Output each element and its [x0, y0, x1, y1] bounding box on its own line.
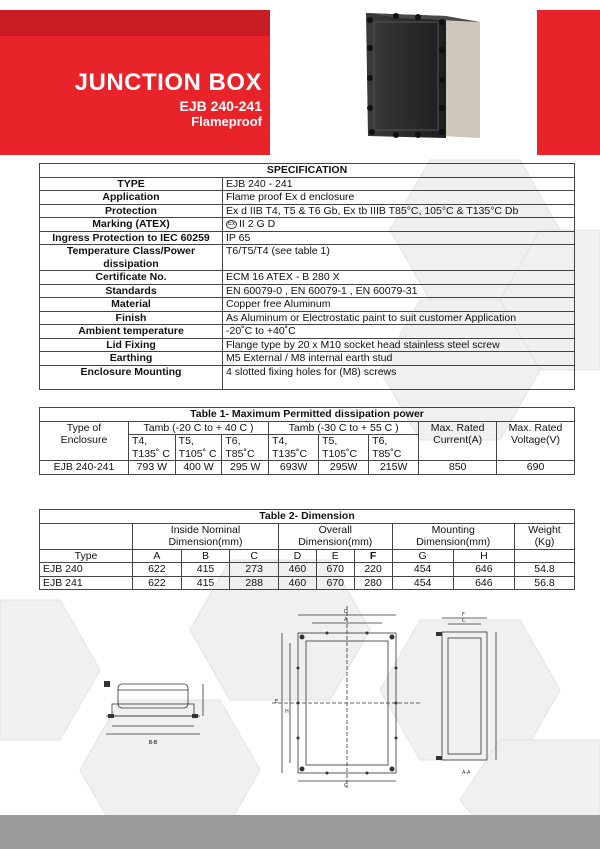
product-type: Flameproof: [191, 114, 262, 129]
dim-label-f: F: [462, 612, 465, 618]
table1-cell: 400 W: [175, 461, 222, 475]
table2-cell: 622: [133, 576, 182, 590]
spec-key: Enclosure Mounting: [40, 365, 223, 389]
table-row: [40, 177, 575, 191]
spec-value: M5 External / M8 internal earth stud: [223, 352, 575, 366]
spec-key: Application: [40, 191, 223, 205]
spec-key: Earthing: [40, 352, 223, 366]
table2-cell: EJB 241: [40, 576, 133, 590]
table-row: [40, 191, 575, 205]
table1-cell: 215W: [369, 461, 419, 475]
table1-cell: 690: [497, 461, 575, 475]
spec-key: Temperature Class/Power dissipation: [40, 245, 223, 271]
dim-label-a: A: [344, 617, 348, 623]
table1-subcol: T5, T105˚ C: [175, 435, 222, 461]
table2-group-mounting: Mounting Dimension(mm): [392, 523, 514, 549]
table-row: [40, 576, 575, 590]
spec-value: T6/T5/T4 (see table 1): [223, 245, 575, 271]
table1-cell: 693W: [269, 461, 319, 475]
table2-cell: 280: [354, 576, 392, 590]
dim-label-d: D: [344, 609, 348, 615]
table1-subcol: T4, T135˚C: [269, 435, 319, 461]
table-row: [40, 311, 575, 325]
table2-col: G: [392, 549, 453, 563]
table-row: [40, 204, 575, 218]
dissipation-power-table: [39, 407, 575, 475]
title-block: [75, 70, 262, 129]
product-image: [356, 8, 484, 143]
dim-label-e: E: [275, 699, 279, 705]
table1-cell: 295W: [319, 461, 369, 475]
spec-value: EN 60079-0 , EN 60079-1 , EN 60079-31: [223, 284, 575, 298]
spec-value: Copper free Aluminum: [223, 298, 575, 312]
table2-cell: 454: [392, 563, 453, 577]
table2-blank: [40, 523, 133, 549]
footer-band: [0, 815, 600, 849]
side-view-label: B-B: [148, 740, 158, 746]
table1-group1: Tamb (-20 C to + 40 C ): [128, 421, 268, 435]
table-row: [40, 325, 575, 339]
table-row: [40, 338, 575, 352]
spec-value: EJB 240 - 241: [223, 177, 575, 191]
table2-blank: [514, 549, 574, 563]
table2-cell: 415: [181, 576, 230, 590]
spec-key: Lid Fixing: [40, 338, 223, 352]
table2-cell: 460: [279, 563, 317, 577]
table2-title: Table 2- Dimension: [40, 510, 575, 524]
table2-group-overall: Overall Dimension(mm): [279, 523, 393, 549]
table2-col: A: [133, 549, 182, 563]
spec-key: Certificate No.: [40, 271, 223, 285]
spec-key: Finish: [40, 311, 223, 325]
spec-value: Ex d IIB T4, T5 & T6 Gb, Ex tb IIIB T85°C, 105°C & T135°C Db: [223, 204, 575, 218]
table-row: [40, 461, 575, 475]
table2-group-inside: Inside Nominal Dimension(mm): [133, 523, 279, 549]
table1-subcol: T6, T85˚C: [222, 435, 269, 461]
spec-key: Marking (ATEX): [40, 218, 223, 232]
table2-cell: 273: [230, 563, 279, 577]
side-view-drawing: [100, 670, 210, 750]
dimension-table: [39, 509, 575, 590]
table2-cell: 454: [392, 576, 453, 590]
dim-label-c: C: [462, 618, 466, 624]
table2-cell: 646: [453, 563, 514, 577]
spec-value: IP 65: [223, 231, 575, 245]
table1-col-current: Max. Rated Current(A): [419, 421, 497, 461]
header-red-accent: [537, 10, 600, 155]
table2-cell: 646: [453, 576, 514, 590]
table2-cell: 670: [316, 576, 354, 590]
table-row: [40, 284, 575, 298]
spec-value: 4 slotted fixing holes for (M8) screws: [223, 365, 575, 389]
table1-subcol: T4, T135˚ C: [128, 435, 175, 461]
table1-col-voltage: Max. Rated Voltage(V): [497, 421, 575, 461]
table2-cell: EJB 240: [40, 563, 133, 577]
header-red-band: [0, 10, 270, 36]
spec-value: Flame proof Ex d enclosure: [223, 191, 575, 205]
spec-key: TYPE: [40, 177, 223, 191]
spec-key: Ingress Protection to IEC 60259: [40, 231, 223, 245]
table2-col: F: [354, 549, 392, 563]
table2-cell: 415: [181, 563, 230, 577]
spec-key: Material: [40, 298, 223, 312]
table1-group2: Tamb (-30 C to + 55 C ): [269, 421, 419, 435]
spec-value: Flange type by 20 x M10 socket head stainless steel screw: [223, 338, 575, 352]
table1-subcol: T5, T105˚C: [319, 435, 369, 461]
dim-label-g: G: [344, 783, 348, 788]
table1-cell: 793 W: [128, 461, 175, 475]
table2-cell: 220: [354, 563, 392, 577]
section-view-label: A-A: [462, 770, 471, 776]
table2-col: D: [279, 549, 317, 563]
spec-key: Ambient temperature: [40, 325, 223, 339]
table2-cell: 54.8: [514, 563, 574, 577]
table2-cell: 622: [133, 563, 182, 577]
spec-value: ECM 16 ATEX - B 280 X: [223, 271, 575, 285]
table-row: [40, 365, 575, 389]
table1-cell: 295 W: [222, 461, 269, 475]
table2-col: C: [230, 549, 279, 563]
table2-weight: Weight (Kg): [514, 523, 574, 549]
ex-mark-icon: Ex: [227, 220, 235, 227]
page-title: JUNCTION BOX: [74, 69, 262, 96]
table1-subcol: T6, T85˚C: [369, 435, 419, 461]
table-row: [40, 245, 575, 271]
table-row: [40, 298, 575, 312]
table-row: [40, 352, 575, 366]
spec-heading: SPECIFICATION: [40, 164, 575, 178]
table2-cell: 56.8: [514, 576, 574, 590]
spec-value: [223, 218, 575, 232]
dim-label-h: H: [285, 709, 289, 715]
table2-col: H: [453, 549, 514, 563]
model-number: EJB 240-241: [179, 98, 262, 114]
table-row: [40, 563, 575, 577]
front-view-drawing: [272, 603, 422, 788]
table2-cell: 460: [279, 576, 317, 590]
table2-col-type: Type: [40, 549, 133, 563]
table2-col: E: [316, 549, 354, 563]
table2-col: B: [181, 549, 230, 563]
spec-value: -20˚C to +40˚C: [223, 325, 575, 339]
table-row: [40, 271, 575, 285]
spec-key: Protection: [40, 204, 223, 218]
spec-value: As Aluminum or Electrostatic paint to suit customer Application: [223, 311, 575, 325]
table2-cell: 670: [316, 563, 354, 577]
table1-title: Table 1- Maximum Permitted dissipation power: [40, 408, 575, 422]
table1-cell: EJB 240-241: [40, 461, 129, 475]
table1-cell: 850: [419, 461, 497, 475]
spec-key: Standards: [40, 284, 223, 298]
table-row: [40, 218, 575, 232]
section-view-drawing: [432, 608, 507, 783]
table2-cell: 288: [230, 576, 279, 590]
specification-table: [39, 163, 575, 390]
table1-col-type: Type of Enclosure: [40, 421, 129, 461]
table-row: [40, 231, 575, 245]
marking-text: II 2 G D: [239, 218, 276, 230]
